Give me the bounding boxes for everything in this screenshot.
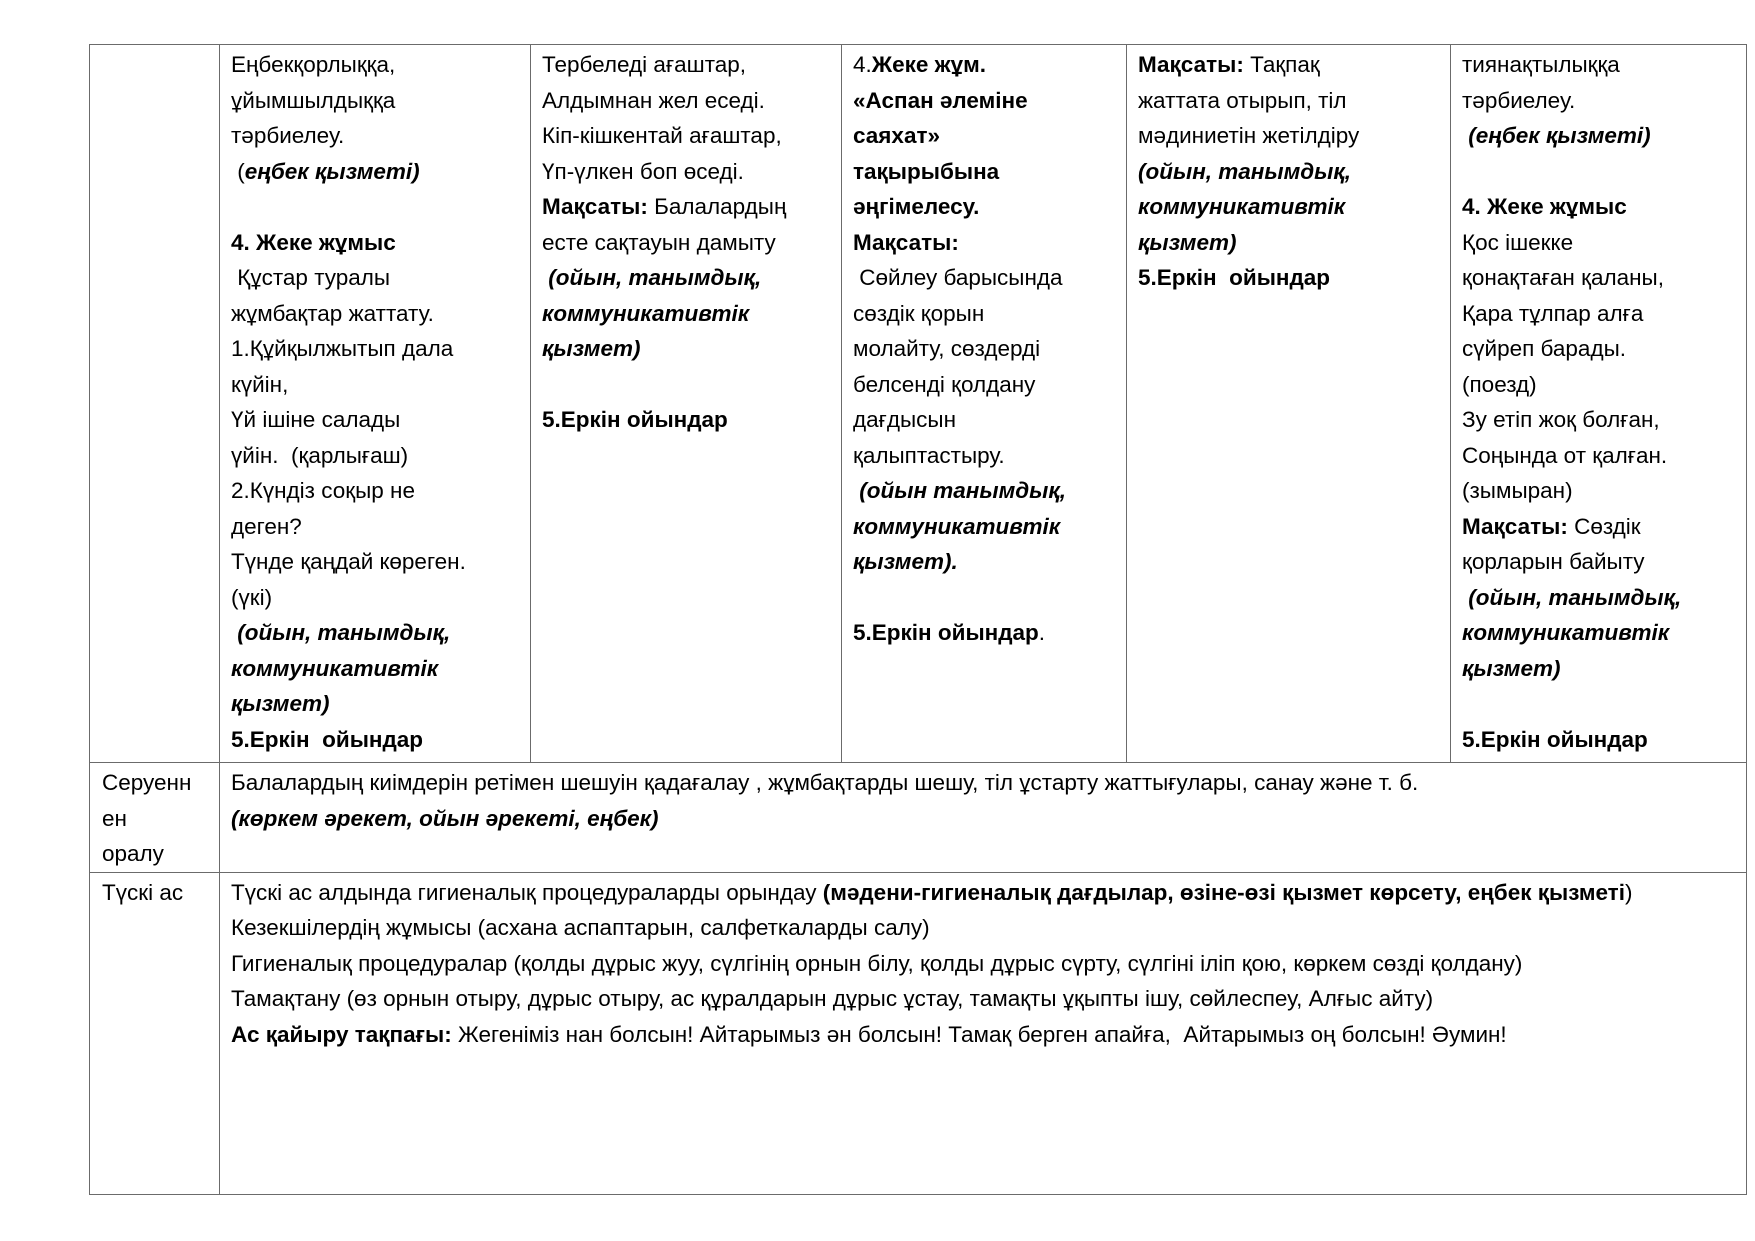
lunch-row bbox=[90, 872, 1747, 1194]
activity-cell-3 bbox=[842, 45, 1127, 763]
goal-line: Мақсаты: Сөздік bbox=[1462, 513, 1641, 539]
cell-text: молайту, сөздерді bbox=[853, 336, 1041, 361]
goal-label: Мақсаты: bbox=[1462, 513, 1568, 539]
activity-type: (көркем әрекет, ойын әрекеті, еңбек) bbox=[231, 805, 659, 831]
riddle-text: 1.Құйқылжытып дала bbox=[231, 336, 454, 361]
section-heading: 5.Еркін ойындар bbox=[542, 407, 728, 432]
walk-return-row bbox=[90, 763, 1747, 873]
goal-label: Мақсаты: bbox=[1138, 52, 1244, 77]
goal-line: Мақсаты: Тақпақ bbox=[1138, 52, 1320, 77]
verse-label: Ас қайыру тақпағы: bbox=[231, 1021, 452, 1047]
cell-text: сөздік қорын bbox=[853, 300, 985, 326]
activity-type: коммуникативтік bbox=[542, 300, 750, 326]
riddle-text: (үкі) bbox=[231, 584, 273, 610]
cell-text: жаттата отырып, тіл bbox=[1138, 87, 1347, 113]
activity-type: қызмет) bbox=[1462, 655, 1561, 681]
row-label-lunch: Түскі ас bbox=[90, 872, 220, 1194]
topic-text: әңгімелесу. bbox=[853, 194, 980, 219]
riddle-text: Зу етіп жоқ болған, bbox=[1462, 407, 1660, 432]
cell-text: ұйымшылдыққа bbox=[231, 87, 396, 113]
riddle-text: сүйреп барады. bbox=[1462, 336, 1626, 361]
cell-text: Құстар туралы bbox=[231, 265, 391, 290]
activity-cell-1 bbox=[220, 45, 531, 763]
poem-text: Алдымнан жел еседі. bbox=[542, 87, 765, 113]
section-heading: 4. Жеке жұмыс bbox=[1462, 194, 1627, 219]
section-heading: 5.Еркін ойындар. bbox=[853, 620, 1046, 645]
goal-label: Мақсаты: bbox=[542, 194, 648, 219]
poem-text: Тербеледі ағаштар, bbox=[542, 52, 747, 77]
activity-type: қызмет) bbox=[1138, 229, 1237, 255]
riddle-text: Үй ішіне салады bbox=[231, 407, 401, 432]
goal-line: Мақсаты: Балалардың bbox=[542, 194, 787, 219]
riddle-text: 2.Күндіз соқыр не bbox=[231, 478, 415, 503]
activity-type: қызмет) bbox=[231, 691, 330, 716]
riddle-text: үйін. (қарлығаш) bbox=[231, 442, 409, 468]
schedule-table bbox=[89, 44, 1747, 1195]
cell-text: тәрбиелеу. bbox=[1462, 87, 1576, 113]
section-heading: 5.Еркін ойындар bbox=[1138, 265, 1331, 290]
riddle-text: күйін, bbox=[231, 371, 289, 397]
cell-text: Балалардың киімдерін ретімен шешуін қадағалау , жұмбақтарды шешу, тіл ұстарту жаттығулары, санау және т. б. bbox=[231, 770, 1419, 795]
riddle-text: қонақтаған қаланы, bbox=[1462, 265, 1664, 290]
riddle-text: Қара тұлпар алға bbox=[1462, 300, 1644, 326]
topic-text: саяхат» bbox=[853, 123, 940, 148]
cell-text: Сөйлеу барысында bbox=[853, 265, 1063, 290]
riddle-text: Соңында от қалған. bbox=[1462, 442, 1668, 468]
activity-type: коммуникативтік bbox=[853, 513, 1061, 539]
riddle-text: (зымыран) bbox=[1462, 478, 1573, 503]
lunch-content bbox=[220, 872, 1747, 1194]
riddle-text: (поезд) bbox=[1462, 371, 1537, 397]
activity-type: коммуникативтік bbox=[1462, 620, 1670, 645]
riddle-text: Қос ішекке bbox=[1462, 229, 1574, 255]
section-heading: 5.Еркін ойындар bbox=[231, 726, 424, 752]
cell-text: жұмбақтар жаттату. bbox=[231, 300, 434, 326]
activity-cell-4 bbox=[1127, 45, 1451, 763]
topic-text: тақырыбына bbox=[853, 158, 1000, 184]
activity-type: (ойын, танымдық, bbox=[542, 265, 762, 290]
cell-text: дағдысын bbox=[853, 407, 956, 432]
lunch-paragraph: Түскі ас алдында гигиеналық процедураларды орындау (мәдени-гигиеналық дағдылар, өзіне-өзі қызмет көрсету, еңбек қызметі) bbox=[231, 879, 1633, 905]
lunch-paragraph: Тамақтану (өз орнын отыру, дұрыс отыру, ас құралдарын дұрыс ұстау, тамақты ұқыпты ішу, сөйлеспеу, Алғыс айту) bbox=[231, 986, 1434, 1011]
activity-cell-2 bbox=[531, 45, 842, 763]
activity-type: (ойын танымдық, bbox=[853, 478, 1067, 503]
section-heading: 4.Жеке жұм. bbox=[853, 52, 987, 77]
activity-type: қызмет) bbox=[542, 336, 641, 361]
row-label-empty bbox=[90, 45, 220, 763]
poem-text: Үп-үлкен боп өседі. bbox=[542, 158, 744, 184]
activity-row bbox=[90, 45, 1747, 763]
cell-text: белсенді қолдану bbox=[853, 371, 1036, 397]
section-heading: 5.Еркін ойындар bbox=[1462, 726, 1648, 752]
activity-type: (ойын, танымдық, bbox=[231, 620, 451, 645]
activity-type: (ойын, танымдық, bbox=[1138, 158, 1352, 184]
topic-text: «Аспан әлеміне bbox=[853, 87, 1028, 113]
section-heading: 4. Жеке жұмыс bbox=[231, 229, 396, 255]
lunch-paragraph: Гигиеналық процедуралар (қолды дұрыс жуу, сүлгінің орнын білу, қолды дұрыс сүрту, сүлгіні іліп қою, көркем сөзді қолдану) bbox=[231, 950, 1523, 976]
goal-label: Мақсаты: bbox=[853, 229, 959, 255]
cell-text: тәрбиелеу. bbox=[231, 123, 345, 148]
cell-text: қалыптастыру. bbox=[853, 442, 1005, 468]
walk-return-content bbox=[220, 763, 1747, 873]
cell-text: тиянақтылыққа bbox=[1462, 52, 1620, 77]
riddle-text: Түнде қаңдай көреген. bbox=[231, 549, 466, 574]
activity-cell-5 bbox=[1451, 45, 1747, 763]
riddle-text: деген? bbox=[231, 513, 302, 539]
activity-type: (еңбек қызметі) bbox=[231, 158, 420, 184]
cell-text: қорларын байыту bbox=[1462, 549, 1645, 574]
activity-type: коммуникативтік bbox=[1138, 194, 1346, 219]
activity-type: (ойын, танымдық, bbox=[1462, 584, 1682, 610]
cell-text: есте сақтауын дамыту bbox=[542, 229, 776, 255]
activity-type: (еңбек қызметі) bbox=[1462, 123, 1651, 148]
cell-text: мәдиниетін жетілдіру bbox=[1138, 123, 1360, 148]
lunch-paragraph: Ас қайыру тақпағы: Жегеніміз нан болсын! Айтарымыз ән болсын! Тамақ берген апайға, Айтарымыз оң болсын! Әумин! bbox=[231, 1021, 1507, 1047]
lunch-paragraph: Кезекшілердің жұмысы (асхана аспаптарын, салфеткаларды салу) bbox=[231, 915, 930, 940]
cell-text: Еңбекқорлыққа, bbox=[231, 52, 396, 77]
activity-type: коммуникативтік bbox=[231, 655, 439, 681]
activity-type: қызмет). bbox=[853, 549, 958, 574]
poem-text: Кіп-кішкентай ағаштар, bbox=[542, 123, 782, 148]
row-label-walk-return: Серуенн ен оралу bbox=[90, 763, 220, 873]
